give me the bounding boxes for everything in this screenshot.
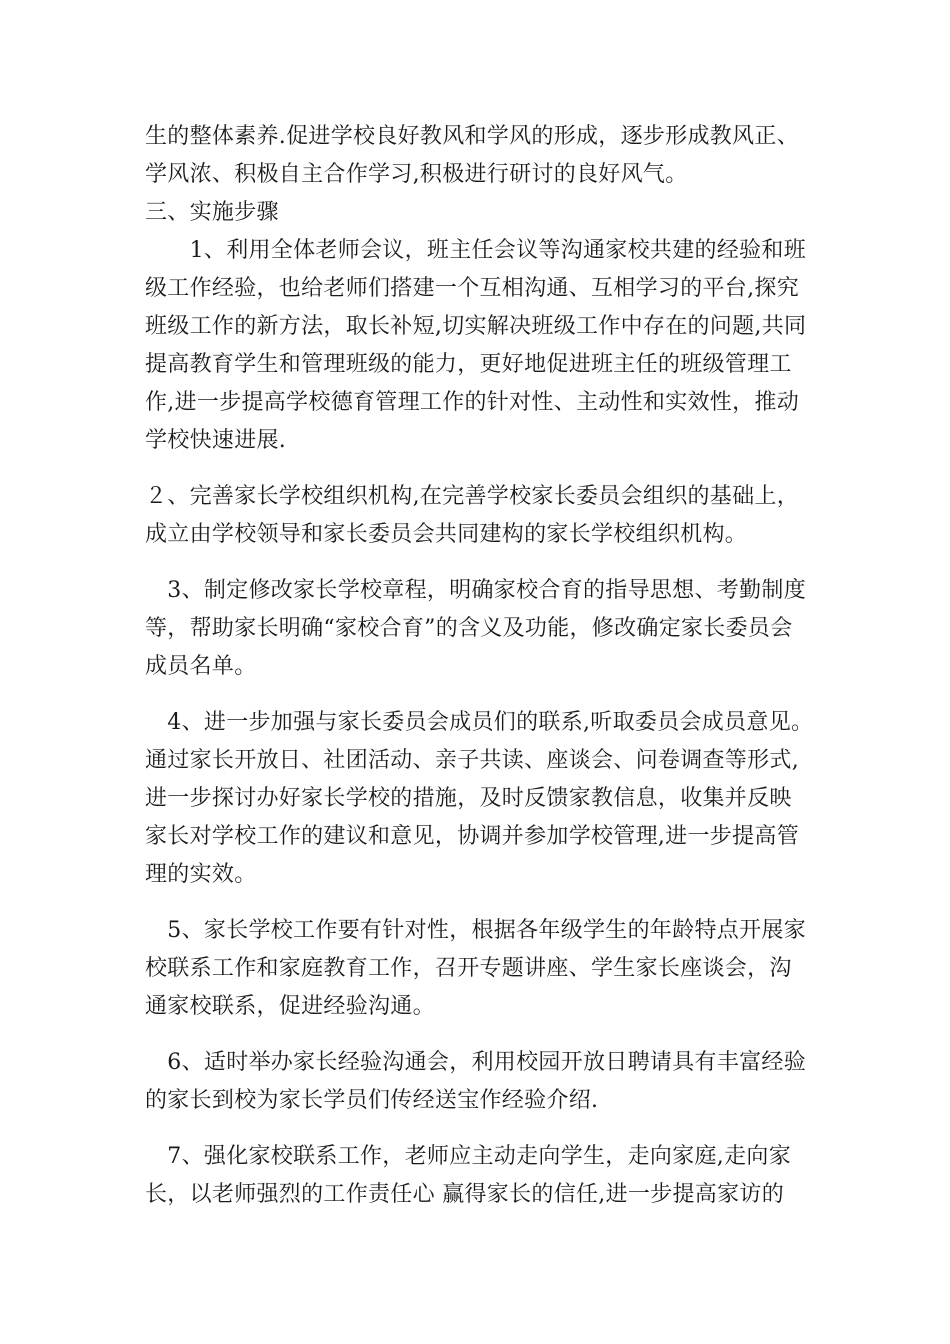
text-line: 生的整体素养.促进学校良好教风和学风的形成，逐步形成教风正、 [145,124,799,149]
step-2-paragraph [145,478,817,554]
text-line: 级工作经验，也给老师们搭建一个互相沟通、互相学习的平台,探究 [145,276,799,301]
text-line: 成立由学校领导和家长委员会共同建构的家长学校组织机构。 [145,522,748,547]
text-line: 长，以老师强烈的工作责任心 赢得家长的信任,进一步提高家访的 [145,1182,784,1207]
section-heading: 三、实施步骤 [145,200,279,225]
step-5-paragraph [145,912,817,1026]
text-line: 成员名单。 [145,654,257,679]
text-line: 通过家长开放日、社团活动、亲子共读、座谈会、问卷调查等形式, [145,748,799,773]
text-line: 3、制定修改家长学校章程，明确家校合育的指导思想、考勤制度 [145,578,806,603]
text-line: 1、利用全体老师会议，班主任会议等沟通家校共建的经验和班 [145,238,806,263]
text-line: 班级工作的新方法，取长补短,切实解决班级工作中存在的问题,共同 [145,314,807,339]
step-3-paragraph [145,572,817,686]
text-line: 学风浓、积极自主合作学习,积极进行研讨的良好风气。 [145,162,688,187]
text-line: 6、适时举办家长经验沟通会，利用校园开放日聘请具有丰富经验 [145,1050,806,1075]
text-line: 4、进一步加强与家长委员会成员们的联系,听取委员会成员意见。 [145,710,814,735]
text-line: 家长对学校工作的建议和意见，协调并参加学校管理,进一步提高管 [145,824,799,849]
paragraph-gap [145,686,817,704]
paragraph-gap [145,460,817,478]
text-line: 7、强化家校联系工作，老师应主动走向学生，走向家庭,走向家 [145,1144,791,1169]
text-line: ２、完善家长学校组织机构,在完善学校家长委员会组织的基础上， [145,484,799,509]
step-7-paragraph [145,1138,817,1214]
paragraph-gap [145,1120,817,1138]
text-line: 等，帮助家长明确“家校合育”的含义及功能，修改确定家长委员会 [145,616,793,641]
text-line: 校联系工作和家庭教育工作，召开专题讲座、学生家长座谈会，沟 [145,956,792,981]
text-line: 学校快速进展. [145,428,287,453]
paragraph-gap [145,1026,817,1044]
text-line: 提高教育学生和管理班级的能力，更好地促进班主任的班级管理工 [145,352,792,377]
step-4-paragraph [145,704,817,894]
text-line: 理的实效。 [145,862,257,887]
intro-paragraph [145,118,817,194]
document-body [145,118,817,1214]
text-line: 作,进一步提高学校德育管理工作的针对性、主动性和实效性，推动 [145,390,799,415]
text-line: 进一步探讨办好家长学校的措施，及时反馈家教信息，收集并反映 [145,786,792,811]
step-1-paragraph [145,232,817,460]
text-line: 5、家长学校工作要有针对性，根据各年级学生的年龄特点开展家 [145,918,806,943]
text-line: 的家长到校为家长学员们传经送宝作经验介绍. [145,1088,599,1113]
step-6-paragraph [145,1044,817,1120]
text-line: 通家校联系，促进经验沟通。 [145,994,435,1019]
paragraph-gap [145,894,817,912]
paragraph-gap [145,554,817,572]
